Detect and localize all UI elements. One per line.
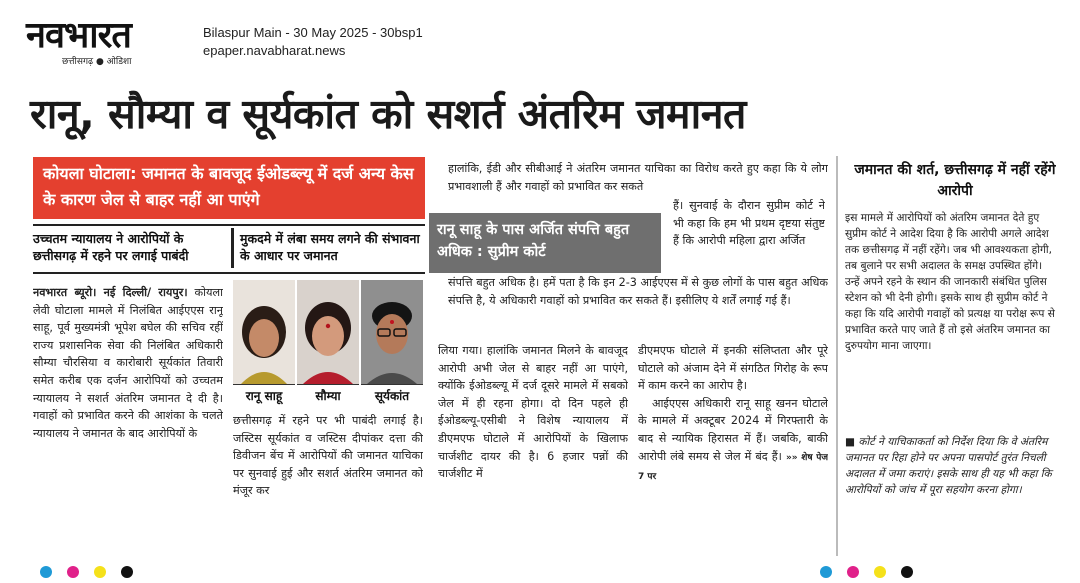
- registration-dot: [67, 566, 79, 578]
- dateline: नवभारत ब्यूरो। नई दिल्ली/ रायपुर।: [33, 286, 188, 299]
- sidebar-quote: ■ कोर्ट ने याचिकाकर्ता को निर्देश दिया कि वे अंतरिम जमानत पर रिहा होने पर अपना पासपोर्ट तुरंत निचली अदालत में जमा कराएं। इसके साथ ही यह भी कहा कि आरोपियों को जांच में पूरा सहयोग करना होगा।: [845, 436, 1052, 496]
- kicker-box: कोयला घोटाला: जमानत के बावजूद ईओडब्ल्यू में दर्ज अन्य केस के कारण जेल से बाहर नहीं आ पाएंगे: [33, 157, 425, 219]
- divider: [33, 224, 425, 226]
- col4-text-a: डीएमएफ घोटाले में इनकी संलिप्तता और पूरे घोटाले को अंजाम देने में संगठित गिरोह के रूप में काम करने का आरोप है।: [638, 344, 828, 393]
- registration-dot: [901, 566, 913, 578]
- logo-subtitle: छत्तीसगढ़ ● ओडिशा: [62, 57, 132, 67]
- page-headline: रानू, सौम्या व सूर्यकांत को सशर्त अंतरिम जमानत: [30, 90, 746, 138]
- photo-suryakant: [361, 280, 423, 406]
- registration-dot: [847, 566, 859, 578]
- site-link[interactable]: epaper.navabharat.news: [203, 43, 346, 58]
- divider: [836, 156, 838, 556]
- continue-link[interactable]: »» शेष पेज 7 पर: [638, 452, 828, 483]
- registration-dot: [874, 566, 886, 578]
- photo-caption: सूर्यकांत: [361, 384, 423, 406]
- photo-ranu-sahu: [233, 280, 295, 406]
- masthead-logo: [26, 16, 186, 72]
- photo-caption: सौम्या: [297, 384, 359, 406]
- registration-dot: [94, 566, 106, 578]
- edition-line: Bilaspur Main - 30 May 2025 - 30bsp1: [203, 25, 423, 40]
- registration-dot: [40, 566, 52, 578]
- col1-text: कोयला लेवी घोटाला मामले में निलंबित आईएएस रानू साहू, पूर्व मुख्यमंत्री भूपेश बघेल की सचिव रहीं राज्य प्रशासनिक सेवा की निलंबित अधिकारी सौम्या चौरसिया व कारोबारी सूर्यकांत तिवारी समेत करीब एक दर्जन आरोपियों को उच्चतम न्यायालय ने सशर्त अंतरिम जमानत दे दी है। गवाहों को प्रभावित करने की आशंका के चलते न्यायालय ने जमानत के बाद आरोपियों के: [33, 286, 223, 440]
- sidebar-body: इस मामले में आरोपियों को अंतरिम जमानत देते हुए सुप्रीम कोर्ट ने आदेश दिया है कि आरोपी अगले आदेश तक छत्तीसगढ़ में नहीं रहेंगे। जब भी आवश्यकता होगी, तब बुलाने पर सभी अदालत के समक्ष उपस्थित होंगे। उन्हें अपने रहने के स्थान की जानकारी संबंधित पुलिस स्टेशन को भी देनी होगी। इसके साथ ही सुप्रीम कोर्ट ने कहा कि यदि आरोपी गवाहों को प्रत्यक्ष या परोक्ष रूप से प्रभावित करते पाए जाते हैं तो इसे अंतरिम जमानत का दुरुपयोग माना जाएगा।: [845, 212, 1055, 352]
- article-column-4: [638, 342, 828, 556]
- logo-text: नवभारत: [26, 15, 131, 56]
- col3-top-text-a: हालांकि, ईडी और सीबीआई ने अंतरिम जमानत याचिका का विरोध करते हुए कहा कि ये लोग प्रभावशाली हैं और गवाहों को प्रभावित कर सकते: [448, 162, 828, 193]
- photo-saumya: [297, 280, 359, 406]
- photo-caption: रानू साहू: [233, 384, 295, 406]
- registration-dot: [121, 566, 133, 578]
- quote-box: रानू साहू के पास अर्जित संपत्ति बहुत अधिक : सुप्रीम कोर्ट: [429, 213, 661, 273]
- col3-top-text-c: संपत्ति बहुत अधिक है। हमें पता है कि इन 2-3 आईएएस में से कुछ लोगों के पास बहुत अधिक संपत्ति है, ये अधिकारी गवाहों को प्रभावित कर सकते हैं। इसीलिए ये शर्तें लगाई गई हैं।: [448, 276, 828, 307]
- subhead-left: उच्चतम न्यायालय ने आरोपियों के छत्तीसगढ़ में रहने पर लगाई पाबंदी: [33, 231, 189, 263]
- col4-text-b: आईएएस अधिकारी रानू साहू खनन घोटाले के मामले में अक्टूबर 2024 में गिरफ्तारी के बाद से न्यायिक हिरासत में हैं। जबकि, बाकी आरोपी लंबे समय से जेल में बंद हैं।: [638, 396, 828, 463]
- registration-dot: [820, 566, 832, 578]
- sidebar-title: जमानत की शर्त, छत्तीसगढ़ में नहीं रहेंगे आरोपी: [854, 162, 1056, 199]
- article-column-3: लिया गया। हालांकि जमानत मिलने के बावजूद आरोपी अभी जेल से बाहर नहीं आ पाएंगे, क्योंकि ईओडब्ल्यू में दर्ज दूसरे मामले में सबको जेल में ही रहना होगा। दो दिन पहले ही ईओडब्ल्यू-एसीबी ने विशेष न्यायालय में डीएमएफ घोटाले में आरोपियों के खिलाफ चार्जशीट दायर की है। 6 हजार पन्नों की चार्जशीट में: [438, 344, 628, 481]
- article-column-2: छत्तीसगढ़ में रहने पर भी पाबंदी लगाई है। जस्टिस सूर्यकांत व जस्टिस दीपांकर दत्ता की डिवीजन बेंच में आरोपियों की जमानत याचिका पर सुनवाई हुई और सशर्त अंतरिम जमानत को मंजूर कर: [233, 414, 423, 498]
- divider: [33, 272, 425, 274]
- col3-top-text-b: हैं। सुनवाई के दौरान सुप्रीम कोर्ट ने भी कहा कि हम भी प्रथम दृष्टया संतुष्ट हैं कि आरोपी महिला द्वारा अर्जित: [673, 199, 825, 248]
- divider: [231, 228, 234, 268]
- subhead-mid: मुकदमे में लंबा समय लगने की संभावना के आधार पर जमानत: [240, 231, 420, 263]
- edition-info: [203, 24, 423, 60]
- article-column-1: [33, 284, 223, 554]
